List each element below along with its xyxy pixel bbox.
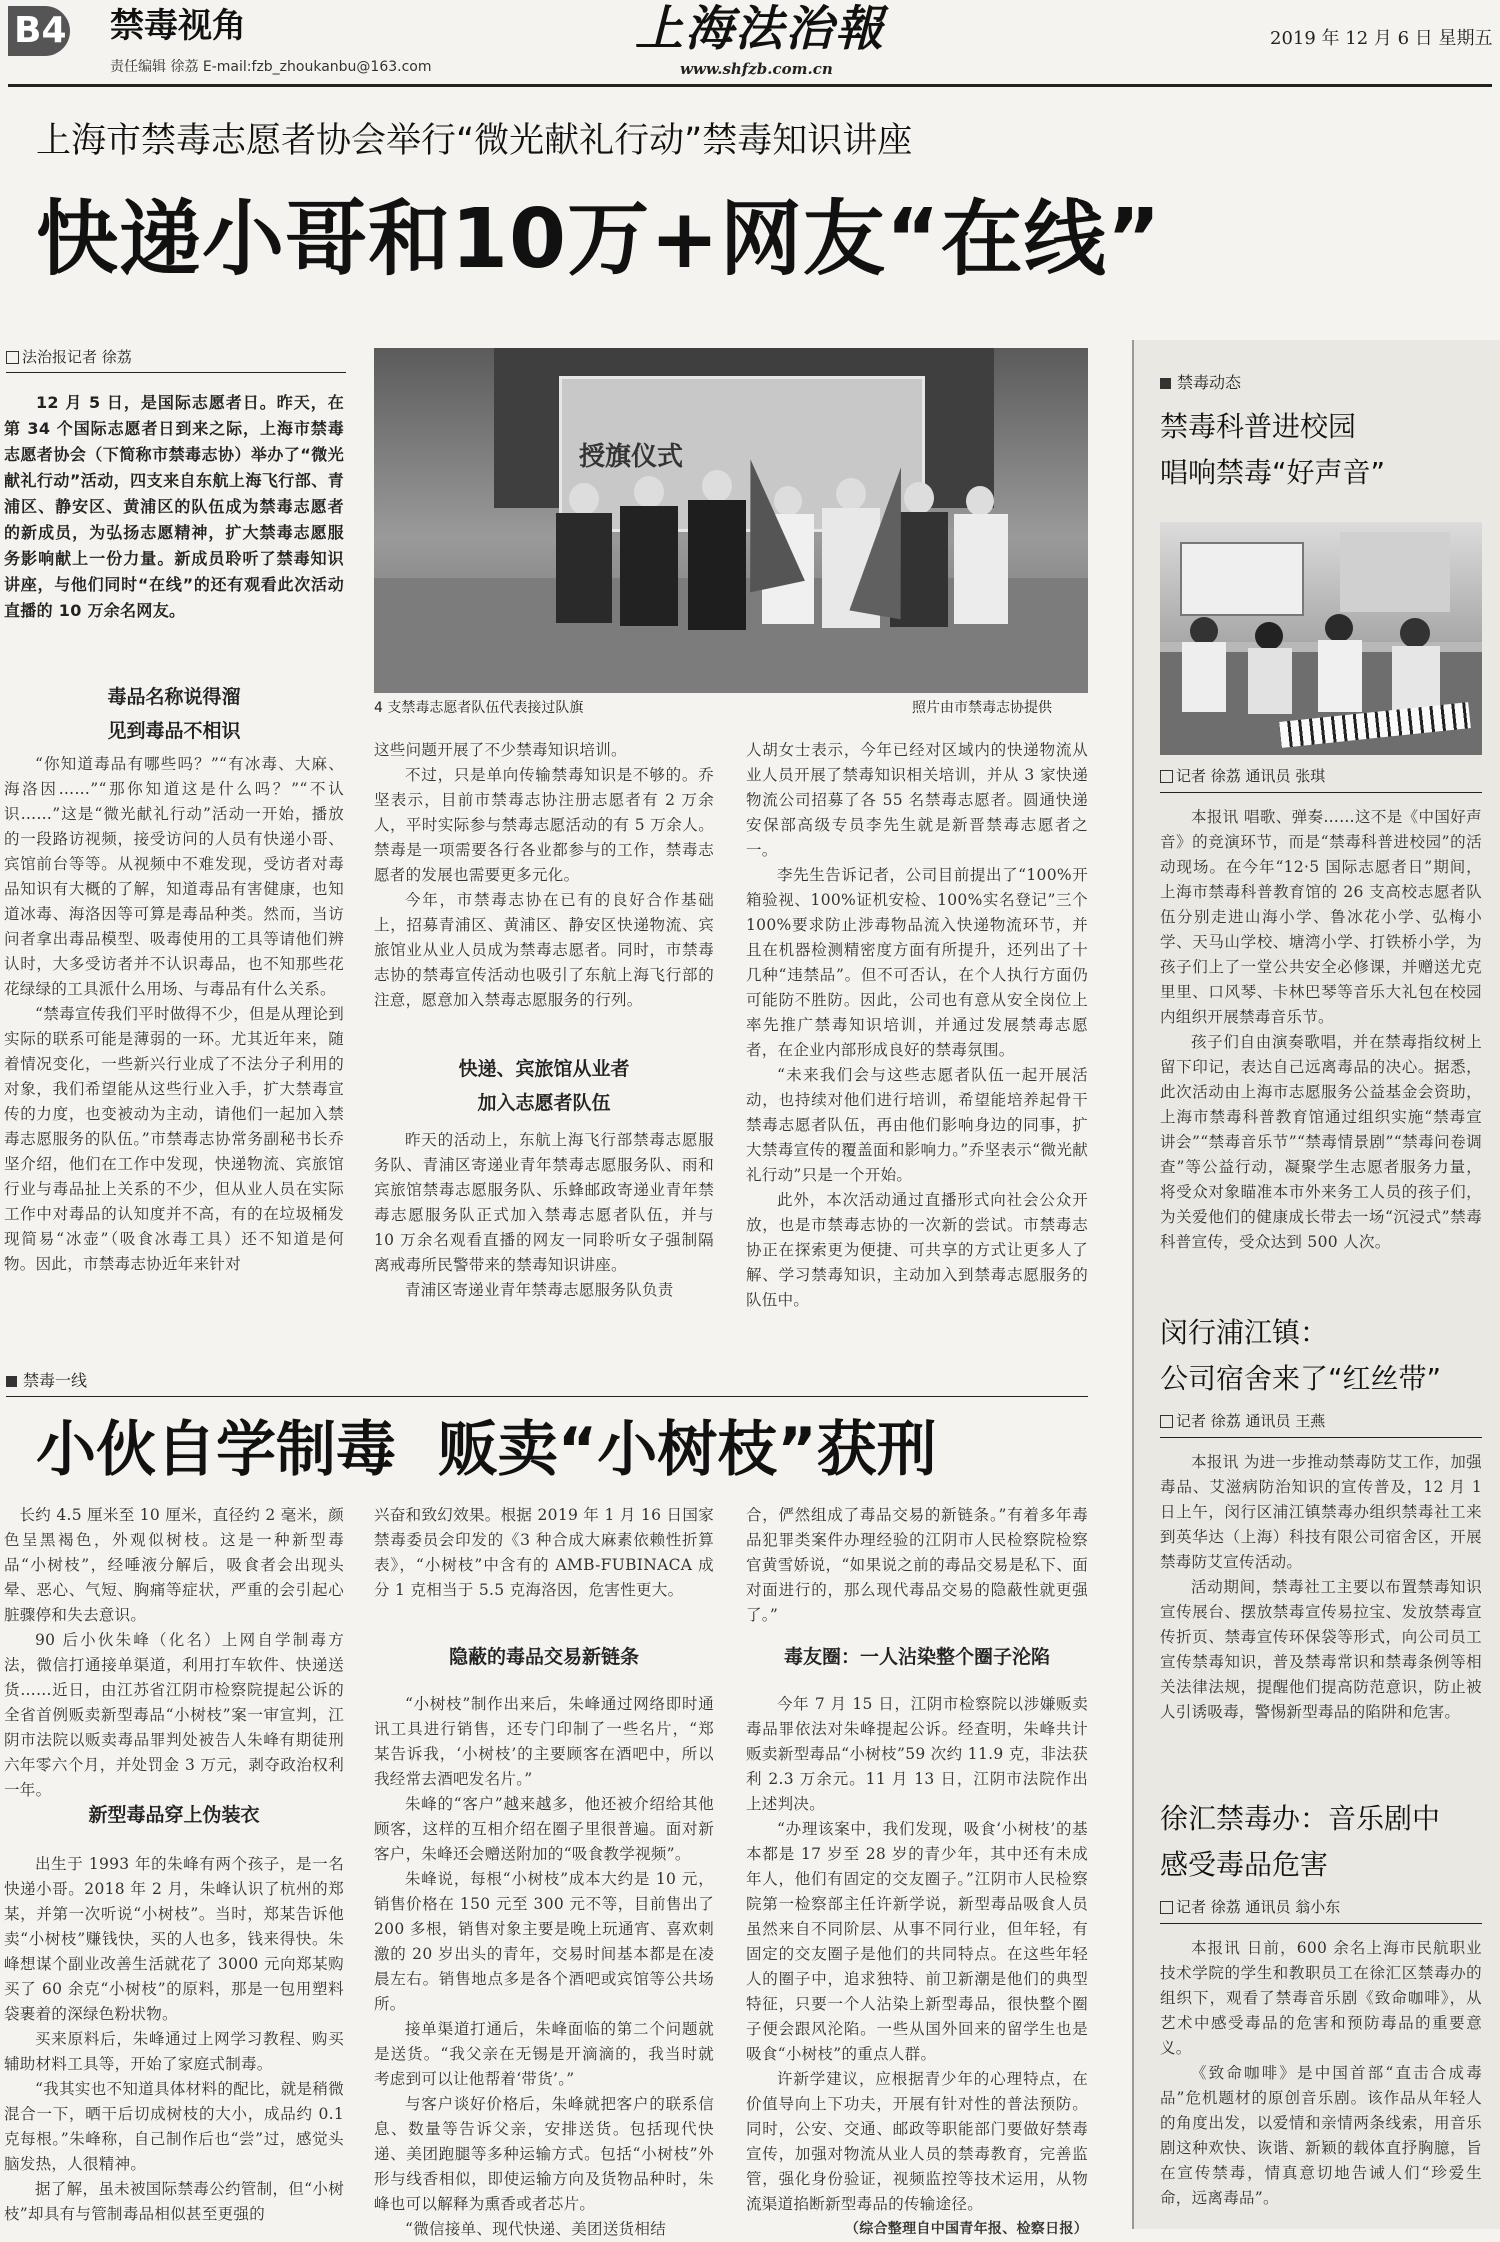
second-col-1: 长约 4.5 厘米至 10 厘米，直径约 2 毫米，颜色呈黑褐色，外观似树枝。这是一种新型毒品“小树枝”，经唾液分解后，吸食者会出现头晕、恶心、气短、胸痛等症状，严重的会引起心脏骤停和失去意识。 90 后小伙朱峰（化名）上网自学制毒方法，微信打通接单渠道，利用打车软件、快递送货……近日，由江苏省江阴市检察院提起公诉的全省首例贩卖新型毒品“小树枝”案一审宣判，江阴市法院以贩卖毒品罪判处被告人朱峰有期徒刑六年零六个月，并处罚金 3 万元，剥夺政治权利一年。	[4, 1506, 344, 1799]
second-col-3: 合，俨然组成了毒品交易的新链条。”有着多年毒品犯罪类案件办理经验的江阴市人民检察院检察官黄雪娇说，“如果说之前的毒品交易是私下、面对面进行的，那么现代毒品交易的隐蔽性就更强了。”	[746, 1506, 1088, 1624]
sidebar-a1-title: 禁毒科普进校园 唱响禁毒“好声音”	[1160, 410, 1386, 489]
sidebar-section-label: 禁毒动态	[1160, 370, 1241, 393]
byline-box-icon	[1160, 1901, 1173, 1914]
sidebar-a2-title: 闵行浦江镇： 公司宿舍来了“红丝带”	[1160, 1316, 1442, 1395]
second-col-2: 兴奋和致幻效果。根据 2019 年 1 月 16 日国家禁毒委员会印发的《3 种合成大麻素依赖性折算表》，“小树枝”中含有的 AMB-FUBINACA 成分 1 克相当于 5.5 克海洛因，危害性更大。	[374, 1506, 714, 1599]
sidebar-a1-rule	[1160, 792, 1482, 793]
lead-col-3: 人胡女士表示，今年已经对区域内的快递物流从业人员开展了禁毒知识相关培训，并从 3 家快递物流公司招募了各 55 名禁毒志愿者。圆通快递安保部高级专员李先生就是新晋禁毒志愿者之一。 李先生告诉记者，公司目前提出了“100%开箱验视、100%证机安检、100%实名登记”三个 100%要求防止涉毒物品流入快递物流环节，并且在机器检测精密度方面有所提升，还列出了十几种“违禁品”。但不可否认，在个人执行方面仍可能防不胜防。因此，公司也有意从安全岗位上率先推广禁毒知识培训，并通过发展禁毒志愿者，在企业内部形成良好的禁毒氛围。 “未来我们会与这些志愿者队伍一起开展活动，也持续对他们进行培训，希望能培养起骨干禁毒志愿者队伍，再由他们影响身边的同事，扩大禁毒宣传的覆盖面和影响力。”乔坚表示“微光献礼行动”只是一个开始。 此外，本次活动通过直播形式向社会公众开放，也是市禁毒志协的一次新的尝试。市禁毒志协正在探索更为便捷、可共享的方式让更多人了解、学习禁毒知识，主动加入到禁毒志愿服务的队伍中。	[746, 741, 1088, 1309]
byline-rule	[6, 372, 346, 373]
lead-photo	[374, 348, 1088, 693]
sidebar-a2-rule	[1160, 1437, 1482, 1438]
lead-intro: 12 月 5 日，是国际志愿者日。昨天，在第 34 个国际志愿者日到来之际，上海市禁毒志愿者协会（下简称市禁毒志协）举办了“微光献礼行动”活动，四支来自东航上海飞行部、青浦区、静安区、黄浦区的队伍成为禁毒志愿者的新成员，为弘扬志愿精神，扩大禁毒志愿服务影响献上一份力量。新成员聆听了禁毒知识讲座，与他们同时“在线”的还有观看此次活动直播的 10 万余名网友。	[4, 393, 344, 620]
page-badge	[8, 6, 70, 56]
lead-subhead-1: 毒品名称说得溜 见到毒品不相识	[107, 686, 241, 742]
section-title: 禁毒视角	[110, 6, 246, 46]
header-rule	[8, 84, 1492, 87]
byline-box-icon	[1160, 1415, 1173, 1428]
lead-col-1: “你知道毒品有哪些吗？”“有冰毒、大麻、海洛因……”“那你知道这是什么吗？”“不认识……”这是“微光献礼行动”活动一开始，播放的一段路访视频，接受访问的人员有快递小哥、宾馆前台等等。从视频中不难发现，受访者对毒品知识有大概的了解，知道毒品有害健康，也知道冰毒、海洛因等可算是毒品种类。然而，当访问者拿出毒品模型、吸毒使用的工具等请他们辨认时，大多受访者并不认识毒品，也不知那些花花绿绿的工具派什么用场、与毒品有什么关系。 “禁毒宣传我们平时做得不少，但是从理论到实际的联系可能是薄弱的一环。尤其近年来，随着情况变化，一些新兴行业成了不法分子利用的对象，我们希望能从这些行业入手，扩大禁毒宣传的力度，也变被动为主动，请他们一起加入禁毒志愿服务的队伍。”市禁毒志协常务副秘书长乔坚介绍，他们在工作中发现，快递物流、宾旅馆行业与毒品扯上关系的不少，但从业人员在实际工作中对毒品的认知度并不高，有的在垃圾桶发现简易“冰壶”（吸食冰毒工具）还不知道是何物。因此，市禁毒志协近年来针对	[4, 755, 344, 1273]
sidebar-a3-byline: 记者 徐荔 通讯员 翁小东	[1160, 1896, 1340, 1917]
second-subhead-1: 新型毒品穿上伪装衣	[88, 1804, 260, 1826]
byline-box-icon	[1160, 770, 1173, 783]
lead-col-2: 这些问题开展了不少禁毒知识培训。 不过，只是单向传输禁毒知识是不够的。乔坚表示，目前市禁毒志协注册志愿者有 2 万余人，平时实际参与禁毒志愿活动的有 5 万余人。禁毒是一项需要各行各业都参与的工作，禁毒志愿者的发展也需要更多元化。 今年，市禁毒志协在已有的良好合作基础上，招募青浦区、黄浦区、静安区快递物流、宾旅馆业从业人员成为禁毒志愿者。同时，市禁毒志协的禁毒宣传活动也吸引了东航上海飞行部的注意，愿意加入禁毒志愿服务的行列。	[374, 741, 714, 1009]
sidebar-a3-rule	[1160, 1923, 1482, 1924]
second-col-3b: 今年 7 月 15 日，江阴市检察院以涉嫌贩卖毒品罪依法对朱峰提起公诉。经查明，朱峰共计贩卖新型毒品“小树枝”59 次约 11.9 克，非法获利 2.3 万余元。11 月 13 日，江阴市法院作出上述判决。 “办理该案中，我们发现，吸食‘小树枝’的基本都是 17 岁至 28 岁的青少年，其中还有未成年人，他们有固定的交友圈子。”江阴市人民检察院第一检察部主任许新学说，新型毒品吸食人员虽然来自不同阶层、从事不同行业，但年轻，有固定的交友圈子是他们的共同特点。在这些年轻人的圈子中，追求独特、前卫新潮是他们的典型特征，只要一个人沾染上新型毒品，很快整个圈子便会跟风沦陷。一些从国外回来的留学生也是吸食“小树枝”的重点人群。 许新学建议，应根据青少年的心理特点，在价值导向上下功夫，开展有针对性的普法预防。同时，公安、交通、邮政等职能部门要做好禁毒宣传，加强对物流从业人员的禁毒教育，完善监管，强化身份验证，视频监控等技术运用，从物流渠道掐断新型毒品的传输途径。 （综合整理自中国青年报、检察日报）	[746, 1692, 1088, 2242]
second-subhead-3: 毒友圈：一人沾染整个圈子沦陷	[783, 1646, 1050, 1668]
masthead: 上海法治報	[635, 1, 886, 57]
second-subhead-2: 隐蔽的毒品交易新链条	[448, 1646, 639, 1668]
byline-box-icon	[6, 351, 19, 364]
photo-caption: 4 支禁毒志愿者队伍代表接过队旗	[374, 700, 584, 716]
sidebar-a1-byline: 记者 徐荔 通讯员 张琪	[1160, 765, 1325, 786]
editor-line: 责任编辑 徐荔 E-mail:fzb_zhoukanbu@163.com	[110, 59, 432, 75]
issue-date: 2019 年 12 月 6 日 星期五	[1270, 28, 1493, 49]
sidebar-a3-body: 本报讯 日前，600 余名上海市民航职业技术学院的学生和教职员工在徐汇区禁毒办的组织下，观看了禁毒音乐剧《致命咖啡》，从艺术中感受毒品的危害和预防毒品的重要意义。 《致命咖啡》是中国首部“直击合成毒品”危机题材的原创音乐剧。该作品从年轻人的角度出发，以爱情和亲情两条线索，用音乐剧这种欢快、诙谐、新颖的载体直抒胸臆，旨在宣传禁毒，情真意切地告诫人们“珍爱生命，远离毒品”。	[1160, 1939, 1482, 2207]
second-top-rule	[6, 1396, 1088, 1397]
website-url: www.shfzb.com.cn	[680, 60, 833, 78]
sidebar-a2-body: 本报讯 为进一步推动禁毒防艾工作，加强毒品、艾滋病防治知识的宣传普及，12 月 1 日上午，闵行区浦江镇禁毒办组织禁毒社工来到英华达（上海）科技有限公司宿舍区，开展禁毒防艾宣传活动。 活动期间，禁毒社工主要以布置禁毒知识宣传展台、摆放禁毒宣传易拉宝、发放禁毒宣传折页、禁毒宣传环保袋等形式，向公司员工宣传禁毒知识，普及禁毒常识和禁毒条例等相关法律法规，提醒他们提高防范意识，防止被人引诱吸毒，警惕新型毒品的陷阱和危害。	[1160, 1453, 1482, 1721]
source-note: （综合整理自中国青年报、检察日报）	[844, 2221, 1088, 2237]
second-col-2b: “小树枝”制作出来后，朱峰通过网络即时通讯工具进行销售，还专门印制了一些名片，“郑某告诉我，‘小树枝’的主要顾客在酒吧中，所以我经常去酒吧发名片。” 朱峰的“客户”越来越多，他还被介绍给其他顾客，这样的互相介绍在圈子里很普遍。面对新客户，朱峰还会赠送附加的“吸食教学视频”。 朱峰说，每根“小树枝”成本大约是 10 元，销售价格在 150 元至 300 元不等，目前售出了 200 多根，销售对象主要是晚上玩通宵、喜欢刺激的 20 岁出头的青年，交易时间基本都是在凌晨左右。销售地点多是各个酒吧或宾馆等公共场所。 接单渠道打通后，朱峰面临的第二个问题就是送货。“我父亲在无锡是开滴滴的，我当时就考虑到可以让他帮着‘带货’。” 与客户谈好价格后，朱峰就把客户的联系信息、数量等告诉父亲，安排送货。包括现代快递、美团跑腿等多种运输方式。包括“小树枝”外形与线香相似，即使运输方向及货物品种时，朱峰也可以解释为熏香或者芯片。 “微信接单、现代快递、美团送货相结	[374, 1695, 714, 2238]
lead-col-2b: 昨天的活动上，东航上海飞行部禁毒志愿服务队、青浦区寄递业青年禁毒志愿服务队、雨和宾旅馆禁毒志愿服务队、乐蜂邮政寄递业青年禁毒志愿服务队正式加入禁毒志愿者队伍，并与 10 万余名观看直播的网友一同聆听女子强制隔离戒毒所民警带来的禁毒知识讲座。 青浦区寄递业青年禁毒志愿服务队负责	[374, 1131, 714, 1299]
sidebar-divider	[1132, 340, 1134, 2229]
second-col-1b: 出生于 1993 年的朱峰有两个孩子，是一名快递小哥。2018 年 2 月，朱峰认识了杭州的郑某，并第一次听说“小树枝”。当时，郑某告诉他卖“小树枝”赚钱快，买的人也多，钱来得快。朱峰想谋个副业改善生活就花了 3000 元向郑某购买了 60 余克“小树枝”的原料，那是一包用塑料袋裹着的深绿色粉状物。 买来原料后，朱峰通过上网学习教程、购买辅助材料工具等，开始了家庭式制毒。 “我其实也不知道具体材料的配比，就是稍微混合一下，晒干后切成树枝的大小，成品约 0.1 克每根。”朱峰称，自己制作后也“尝”过，感觉头脑发热，人很精神。 据了解，虽未被国际禁毒公约管制，但“小树枝”却具有与管制毒品相似甚至更强的	[4, 1855, 344, 2223]
lead-byline: 法治报记者 徐荔	[6, 346, 132, 367]
second-headline: 小伙自学制毒 贩卖“小树枝”获刑	[36, 1415, 937, 1485]
sidebar-a1-photo	[1160, 522, 1482, 755]
lead-kicker: 上海市禁毒志愿者协会举行“微光献礼行动”禁毒知识讲座	[36, 121, 913, 161]
sidebar-a3-title: 徐汇禁毒办：音乐剧中 感受毒品危害	[1160, 1802, 1441, 1881]
sidebar-a2-byline: 记者 徐荔 通讯员 王燕	[1160, 1410, 1325, 1431]
lead-subhead-2: 快递、宾旅馆从业者 加入志愿者队伍	[458, 1058, 630, 1114]
sidebar-a1-body: 本报讯 唱歌、弹奏……这不是《中国好声音》的竞演环节，而是“禁毒科普进校园”的活动现场。在今年“12·5 国际志愿者日”期间，上海市禁毒科普教育馆的 26 支高校志愿者队伍分别走进山海小学、鲁冰花小学、弘梅小学、天马山学校、塘湾小学、打铁桥小学，为孩子们上了一堂公共安全必修课，并赠送尤克里里、口风琴、卡林巴琴等音乐大礼包在校园内组织开展禁毒音乐节。 孩子们自由演奏歌唱，并在禁毒指纹树上留下印记，表达自己远离毒品的决心。据悉，此次活动由上海市志愿服务公益基金会资助，上海市禁毒科普教育馆通过组织实施“禁毒宣讲会”“禁毒音乐节”“禁毒情景剧”“禁毒问卷调查”等公益行动，凝聚学生志愿者服务力量，将受众对象瞄准本市外来务工人员的孩子们，为关爱他们的健康成长带去一场“沉浸式”禁毒科普宣传，受众达到 500 人次。	[1160, 808, 1482, 1251]
second-section-label: 禁毒一线	[6, 1368, 87, 1391]
page-number: B4	[14, 10, 67, 51]
sidebar-square-icon	[1160, 378, 1171, 389]
section-square-icon	[6, 1376, 17, 1387]
photo-screen-text: 授旗仪式	[579, 442, 684, 472]
photo-credit: 照片由市禁毒志协提供	[912, 700, 1052, 716]
lead-headline: 快递小哥和10万+网友“在线”	[36, 192, 1162, 287]
